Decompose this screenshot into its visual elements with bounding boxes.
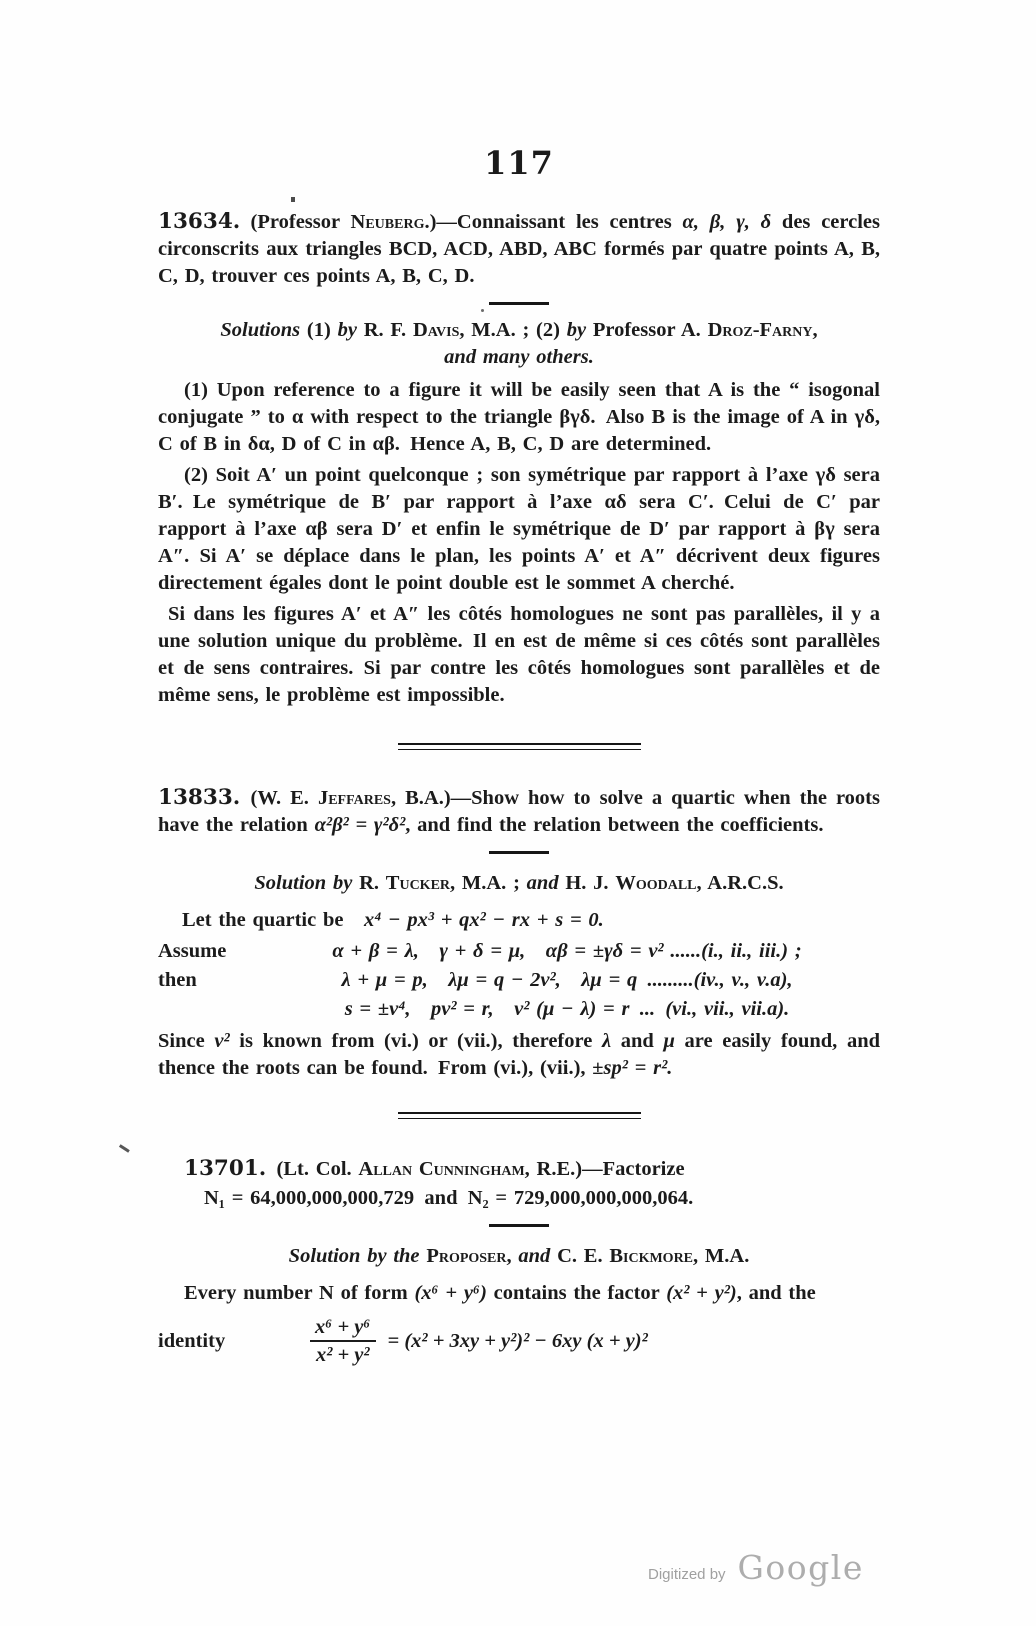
problem-13833-statement: 13833. (W. E. Jeffares, B.A.)—Show how to solve a quartic when the roots have the relation α²β² = γ²δ², and find the relation between the coefficients. bbox=[158, 785, 880, 836]
equation-row-then bbox=[158, 967, 880, 994]
identity-equation-row bbox=[158, 1315, 880, 1367]
section-divider-rule bbox=[489, 302, 549, 305]
page-number: 117 bbox=[484, 144, 554, 182]
solvers-heading-13701: Solution by the Proposer, and C. E. Bickmore, M.A. bbox=[288, 1245, 750, 1267]
section-divider-rule bbox=[489, 851, 549, 854]
section-divider-rule bbox=[489, 1224, 549, 1227]
equation-vi-vii-viia: s = ±ν⁴, pν² = r, ν² (μ − λ) = r ... (vi., vii., vii.a). bbox=[344, 998, 790, 1020]
solution-13701-paragraph: Every number N of form (x⁶ + y⁶) contains the factor (x² + y²), and the bbox=[184, 1282, 816, 1304]
equation-row-assume bbox=[158, 938, 880, 965]
google-logo: Google bbox=[737, 1548, 864, 1587]
section-divider-double-rule bbox=[398, 1112, 641, 1119]
problem-13701-numbers: N₁ = 64,000,000,000,729 and N₂ = 729,000,000,000,064. bbox=[204, 1187, 694, 1209]
section-divider-double-rule bbox=[398, 743, 641, 750]
solution-13634-paragraph-2: (2) Soit A′ un point quelconque ; son symétrique par rapport à l’axe γδ sera B′. Le symétrique de B′ par rapport à l’axe αδ sera C′. Celui de C′ par rapport à l’axe αβ sera D′ et enfin le symétrique de D′ par rapport à βγ sera A″. Si A′ se déplace dans le plan, les points A′ et A″ décrivent deux figures directement égales dont le point double est le sommet A cherché. bbox=[158, 464, 880, 594]
solution-13833-closing-paragraph: Since ν² is known from (vi.) or (vii.), therefore λ and μ are easily found, and thence the roots can be found. From (vi.), (vii.), ±sp² = r². bbox=[158, 1030, 880, 1079]
equation-label-spacer bbox=[158, 996, 254, 1023]
equation-label-then: then bbox=[158, 969, 197, 991]
equation-row-vi-vii bbox=[158, 996, 880, 1023]
solvers-heading-13634 bbox=[158, 317, 880, 371]
identity-label: identity bbox=[158, 1329, 226, 1352]
solvers-line-1: Solutions (1) by R. F. Davis, M.A. ; (2) by Professor A. Droz-Farny, bbox=[220, 319, 818, 341]
quartic-definition-line: Let the quartic be x⁴ − px³ + qx² − rx + s = 0. bbox=[182, 909, 604, 931]
fraction-numerator: x⁶ + y⁶ bbox=[310, 1315, 376, 1342]
equation-label-assume: Assume bbox=[158, 940, 227, 962]
scan-speck bbox=[291, 197, 295, 202]
problem-13634-statement: 13634. (Professor Neuberg.)—Connaissant les centres α, β, γ, δ des cercles circonscrits aux triangles BCD, ACD, ABD, ABC formés par quatre points A, B, C, D, trouver ces points A, B, C, D. bbox=[158, 209, 880, 287]
watermark-prefix-text: Digitized by bbox=[648, 1566, 726, 1583]
google-watermark bbox=[648, 1548, 864, 1587]
solution-13634-paragraph-3: Si dans les figures A′ et A″ les côtés homologues ne sont pas parallèles, il y a une solution unique du problème. Il en est de même si ces côtés sont parallèles et de sens contraires. Si par contre les côtés homologues sont parallèles et de même sens, le problème est impossible. bbox=[158, 603, 880, 706]
fraction-denominator: x² + y² bbox=[315, 1344, 370, 1366]
solution-13634-paragraph-1: (1) Upon reference to a figure it will be easily seen that A is the “ isogonal conjugate ” to α with respect to the triangle βγδ. Also B is the image of A in γδ, C of B in δα, D of C in αβ. Hence A, B, C, D are determined. bbox=[158, 379, 880, 455]
equation-i-ii-iii: α + β = λ, γ + δ = μ, αβ = ±γδ = ν² ......(i., ii., iii.) ; bbox=[332, 940, 802, 962]
solvers-line-2: and many others. bbox=[444, 346, 594, 368]
identity-rhs: = (x² + 3xy + y²)² − 6xy (x + y)² bbox=[387, 1329, 648, 1352]
fraction bbox=[310, 1315, 376, 1367]
problem-13701-statement: 13701. (Lt. Col. Allan Cunningham, R.E.)—Factorize bbox=[184, 1156, 685, 1181]
solvers-heading-13833: Solution by R. Tucker, M.A. ; and H. J. Woodall, A.R.C.S. bbox=[254, 872, 784, 894]
equation-iv-v-va: λ + μ = p, λμ = q − 2ν², λμ = q .........(iv., v., v.a), bbox=[341, 969, 793, 991]
scan-speck bbox=[481, 309, 484, 312]
